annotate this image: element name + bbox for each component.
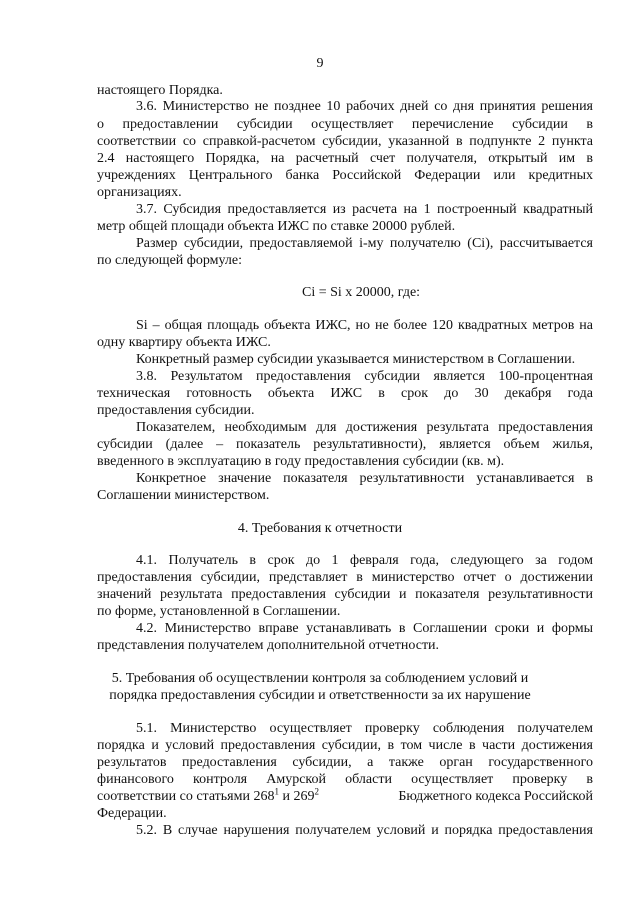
text-line: по следующей формуле: <box>97 253 242 268</box>
text-line: организациях. <box>97 185 182 200</box>
text-line: Конкретный размер субсидии указывается министерством в Соглашении. <box>136 352 576 367</box>
text-line: по форме, установленной в Соглашении. <box>97 604 341 619</box>
superscript: 2 <box>314 786 319 797</box>
text-line: Si – общая площадь объекта ИЖС, но не более 120 квадратных метров на <box>136 318 593 333</box>
paragraph-4-2-start: 4.2. Министерство вправе устанавливать в Соглашении сроки и формы <box>136 621 593 636</box>
text-line: финансового контроля Амурской области осуществляет проверку в <box>97 772 593 787</box>
text-line: предоставления субсидии, представляет в министерство отчет о достижении <box>97 570 593 585</box>
text-line: значений результата предоставления субсидии и показателя результативности <box>97 587 593 602</box>
text-line: субсидии (далее – показатель результативности), является объем жилья, <box>97 437 593 452</box>
formula: Ci = Si x 20000, где: <box>302 285 421 300</box>
text-line: Федерации. <box>97 806 167 821</box>
text-line-with-superscripts <box>97 786 593 805</box>
text-line: метр общей площади объекта ИЖС по ставке 20000 рублей. <box>97 219 456 234</box>
text-line: Размер субсидии, предоставляемой i-му получателю (Ci), рассчитывается <box>136 236 593 251</box>
superscript: 1 <box>274 786 279 797</box>
paragraph-3-8-start: 3.8. Результатом предоставления субсидии является 100-процентная <box>136 369 593 384</box>
text-line: учреждениях Центрального банка Российской Федерации или кредитных <box>97 168 593 183</box>
paragraph-5-2-start: 5.2. В случае нарушения получателем условий и порядка предоставления <box>136 823 593 838</box>
paragraph-5-1-start: 5.1. Министерство осуществляет проверку соблюдения получателем <box>136 721 593 736</box>
text-fragment-c: Бюджетного кодекса Российской <box>398 789 593 804</box>
text-line: соответствии со справкой-расчетом субсидии, указанной в подпункте 2 пункта <box>97 134 593 149</box>
text-line: представления получателем дополнительной отчетности. <box>97 638 440 653</box>
text-line: Соглашении министерством. <box>97 488 270 503</box>
text-line: введенного в эксплуатацию в году предоставления субсидии (кв. м). <box>97 454 505 469</box>
paragraph-4-1-start: 4.1. Получатель в срок до 1 февраля года, следующего за годом <box>136 553 593 568</box>
section-heading-4: 4. Требования к отчетности <box>237 521 403 536</box>
text-line: Конкретное значение показателя результативности устанавливается в <box>136 471 593 486</box>
paragraph-3-7-start: 3.7. Субсидия предоставляется из расчета на 1 построенный квадратный <box>136 202 593 217</box>
text-fragment-b: и 269 <box>278 789 315 804</box>
section-heading-5-line-1: 5. Требования об осуществлении контроля за соблюдением условий и <box>111 671 529 686</box>
section-heading-5-line-2: порядка предоставления субсидии и ответственности за их нарушение <box>109 688 531 703</box>
text-line: 2.4 настоящего Порядка, на расчетный счет получателя, открытый им в <box>97 151 593 166</box>
text-line: настоящего Порядка. <box>97 83 223 98</box>
text-line: Показателем, необходимым для достижения результата предоставления <box>136 420 593 435</box>
text-line: порядка и условий предоставления субсидии, в том числе в части достижения <box>97 738 593 753</box>
text-line: предоставления субсидии. <box>97 403 255 418</box>
text-line: техническая готовность объекта ИЖС в срок до 30 декабря года <box>97 386 593 401</box>
paragraph-3-6-start: 3.6. Министерство не позднее 10 рабочих дней со дня принятия решения <box>136 99 593 114</box>
page-number: 9 <box>316 56 324 71</box>
text-fragment <box>97 786 319 805</box>
text-line: результатов предоставления субсидии, а также орган государственного <box>97 755 593 770</box>
text-fragment-a: соответствии со статьями 268 <box>97 789 275 804</box>
text-line: о предоставлении субсидии осуществляет перечисление субсидии в <box>97 117 593 132</box>
text-line: одну квартиру объекта ИЖС. <box>97 335 271 350</box>
